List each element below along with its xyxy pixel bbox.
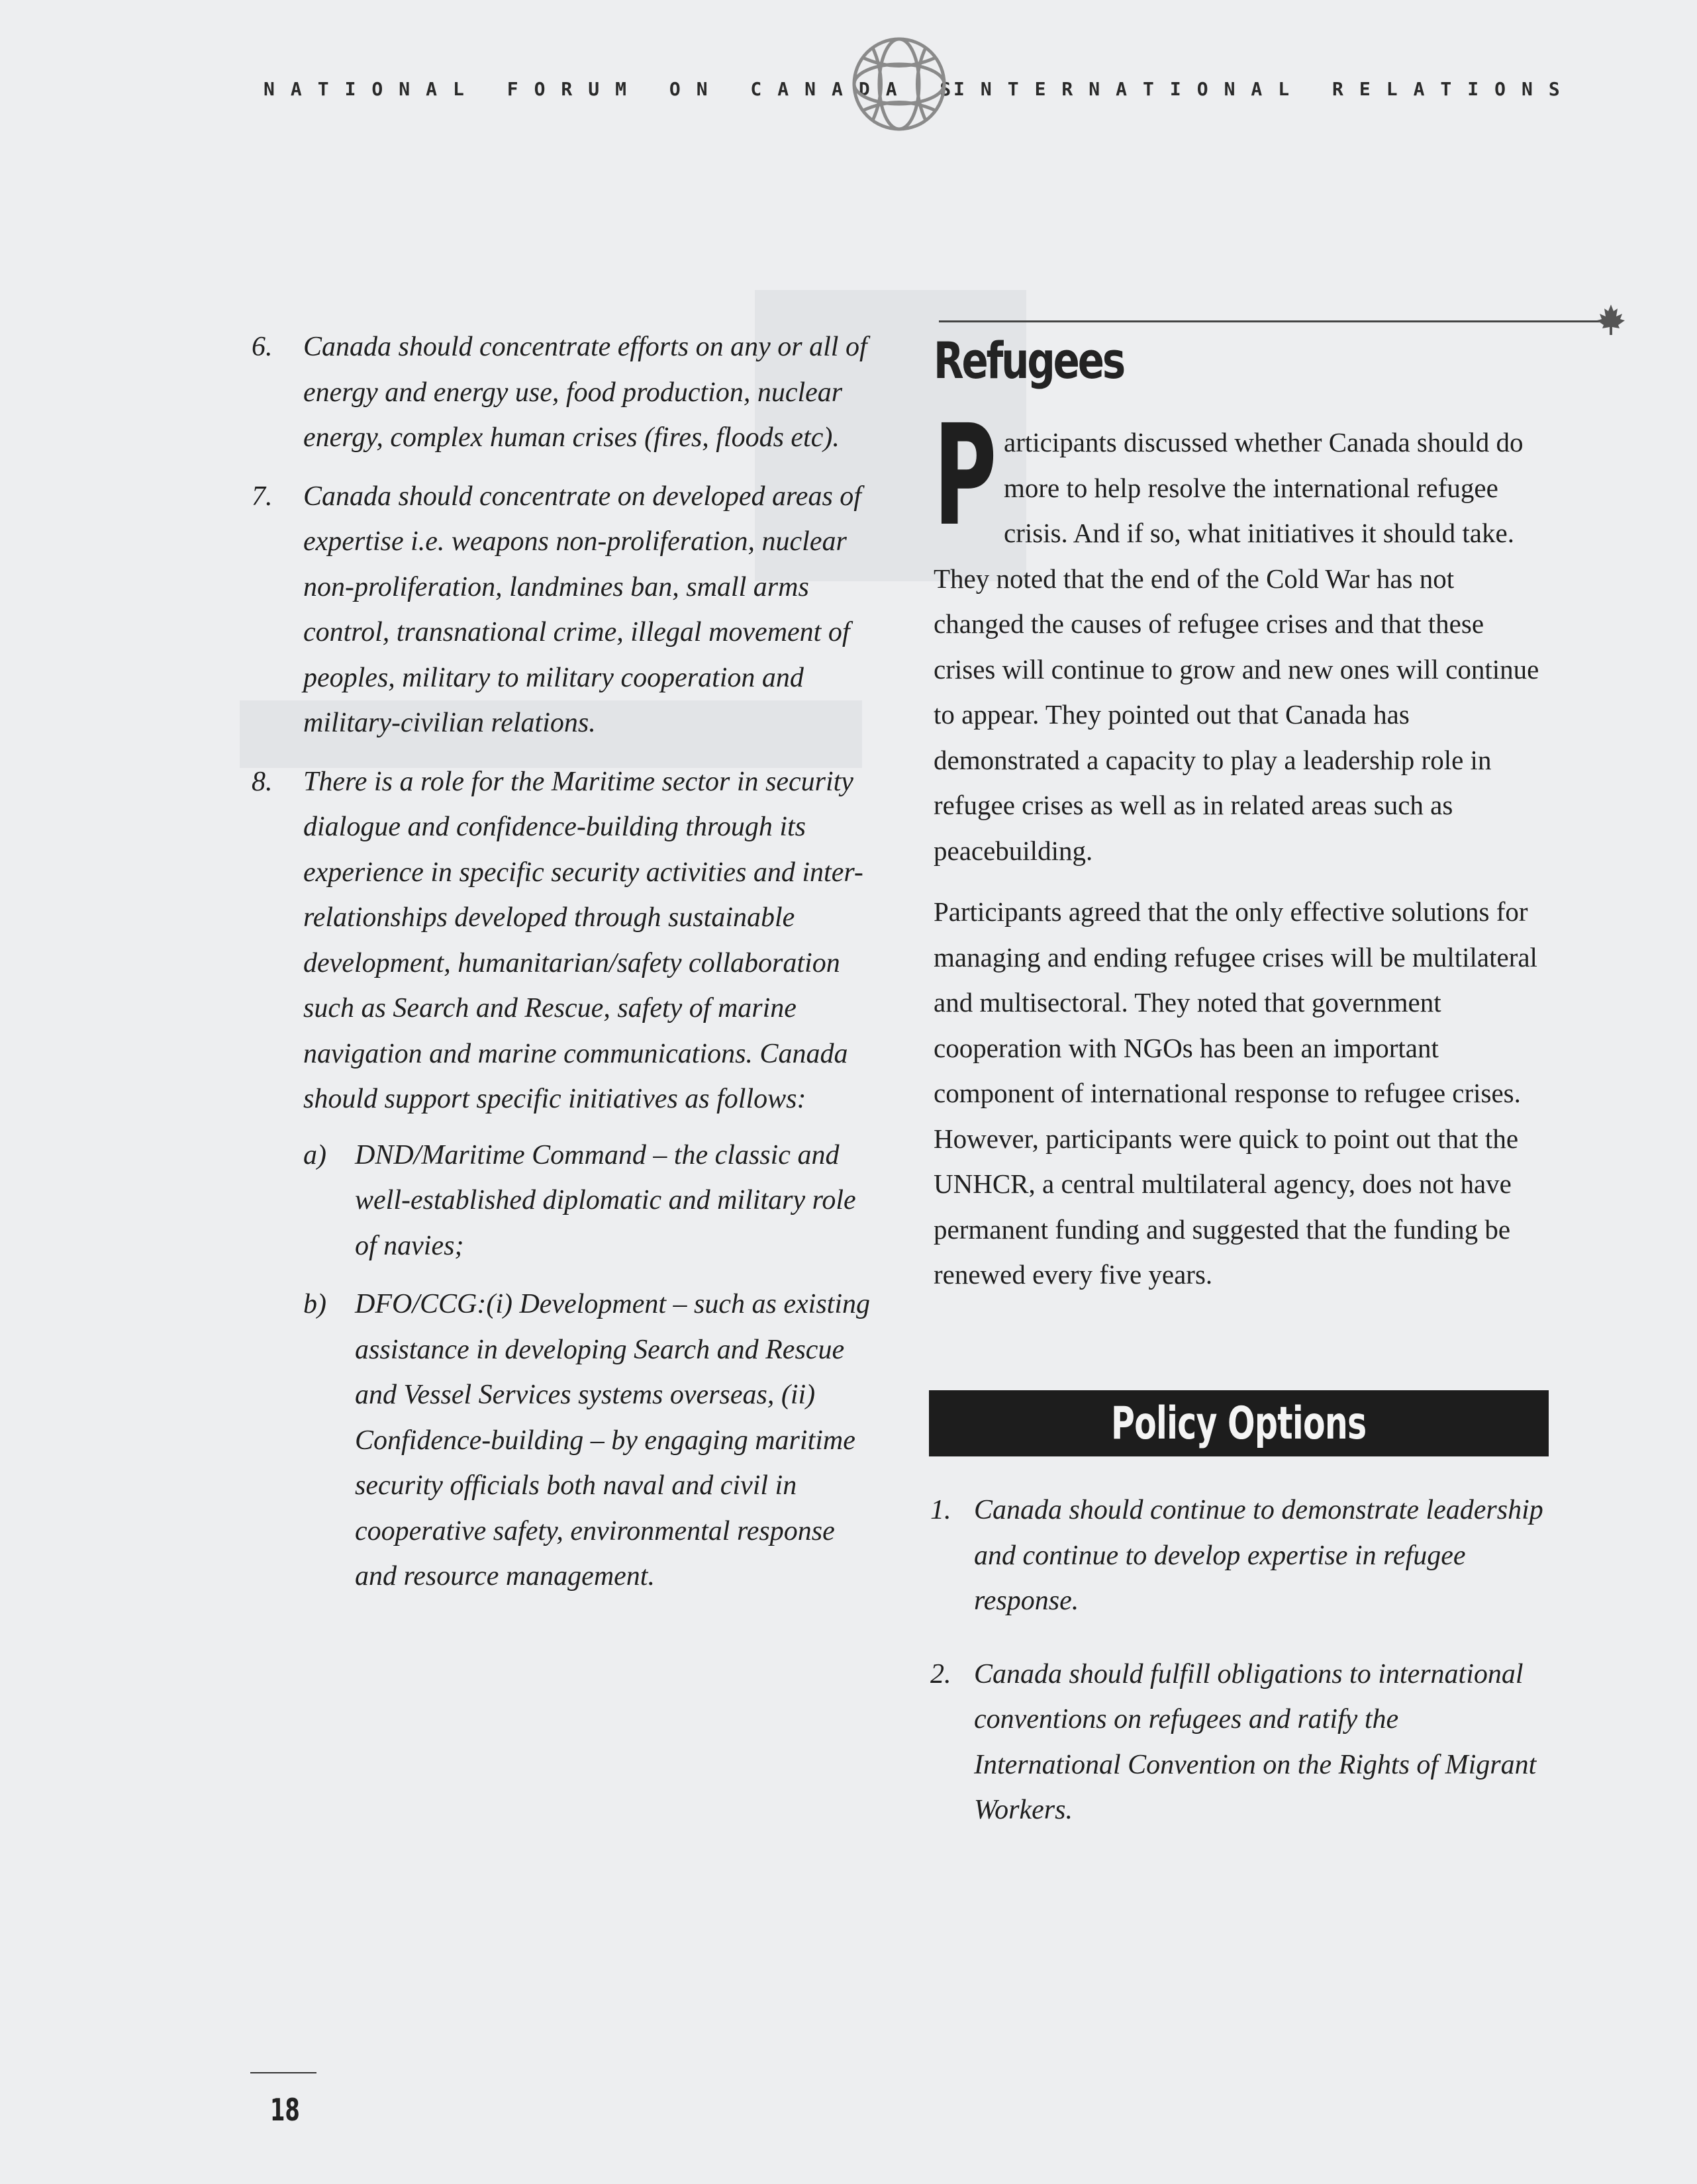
list-item-text: There is a role for the Maritime sector in security dialogue and confidence-building through its experience in specific security activities and inter-relationships developed through sustainable development, humanitarian/safety collaboration such as Search and Rescue, safety of marine navigation and marine communications. Canada should support specific initiatives as follows: (303, 766, 863, 1114)
footer-rule (250, 2072, 316, 2073)
policy-options-list (930, 1488, 1546, 1861)
policy-options-banner (929, 1390, 1549, 1456)
list-item (930, 1652, 1546, 1833)
list-item (252, 759, 874, 1613)
list-item-text: Canada should concentrate efforts on any or all of energy and energy use, food production, nuclear energy, complex human crises (fires, floods etc). (303, 332, 867, 453)
right-column (934, 395, 1543, 1313)
list-item (252, 474, 874, 746)
sub-list-item-letter: b) (303, 1289, 326, 1319)
sub-list (303, 1133, 874, 1599)
sub-list-item-text: DND/Maritime Command – the classic and well-established diplomatic and military role of navies; (355, 1139, 856, 1261)
list-item-number: 2. (930, 1658, 951, 1689)
list-item-number: 7. (252, 481, 273, 512)
list-item-text: Canada should fulfill obligations to international conventions on refugees and ratify the International Convention on the Rights of Migrant Workers. (974, 1658, 1537, 1825)
left-column (252, 324, 874, 1626)
sub-list-item-text: DFO/CCG:(i) Development – such as existing assistance in developing Search and Rescue and Vessel Services systems overseas, (ii) Confidence-building – by engaging maritime security officials both naval and civil in cooperative safety, environmental response and resource management. (355, 1289, 871, 1591)
list-item-number: 1. (930, 1495, 951, 1525)
list-item-text: Canada should continue to demonstrate leadership and continue to develop expertise in refugee response. (974, 1495, 1543, 1616)
sub-list-item (303, 1133, 874, 1269)
page-number: 18 (270, 2092, 300, 2128)
running-header (0, 78, 1697, 105)
body-paragraph: Participants agreed that the only effective solutions for managing and ending refugee crises will be multilateral and multisectoral. They noted that government cooperation with NGOs has been an important component of international response to refugee crises. However, participants were quick to point out that the UNHCR, a central multilateral agency, does not have permanent funding and suggested that the funding be renewed every five years. (934, 896, 1537, 1290)
drop-cap: P (934, 395, 997, 557)
list-item-number: 8. (252, 766, 273, 797)
list-item-number: 6. (252, 332, 273, 362)
section-divider (939, 320, 1608, 322)
list-item (930, 1488, 1546, 1624)
globe-icon (849, 34, 949, 134)
paragraph-text: articipants discussed whether Canada should do more to help resolve the international refugee crisis. And if so, what initiatives it should take. They noted that the end of the Cold War has not changed the causes of refugee crises and that these crises will continue to grow and new ones will continue to appear. They pointed out that Canada has demonstrated a capacity to play a leadership role in refugee crises as well as in related areas such as peacebuilding. (934, 427, 1539, 866)
running-header-left: NATIONAL FORUM ON CANADA'S (264, 78, 967, 100)
running-header-right: INTERNATIONAL RELATIONS (953, 78, 1576, 100)
body-paragraph (934, 395, 1543, 873)
maple-leaf-icon (1594, 303, 1627, 336)
sub-list-item-letter: a) (303, 1139, 326, 1170)
sub-list-item (303, 1282, 874, 1599)
policy-options-heading: Policy Options (1111, 1397, 1367, 1450)
list-item-body (303, 759, 874, 1613)
list-item (252, 324, 874, 461)
section-heading-refugees: Refugees (934, 331, 1124, 390)
list-item-text: Canada should concentrate on developed areas of expertise i.e. weapons non-proliferation, nuclear non-proliferation, landmines ban, small arms control, transnational crime, illegal movement of peoples, military to military cooperation and military-civilian relations. (303, 481, 861, 738)
